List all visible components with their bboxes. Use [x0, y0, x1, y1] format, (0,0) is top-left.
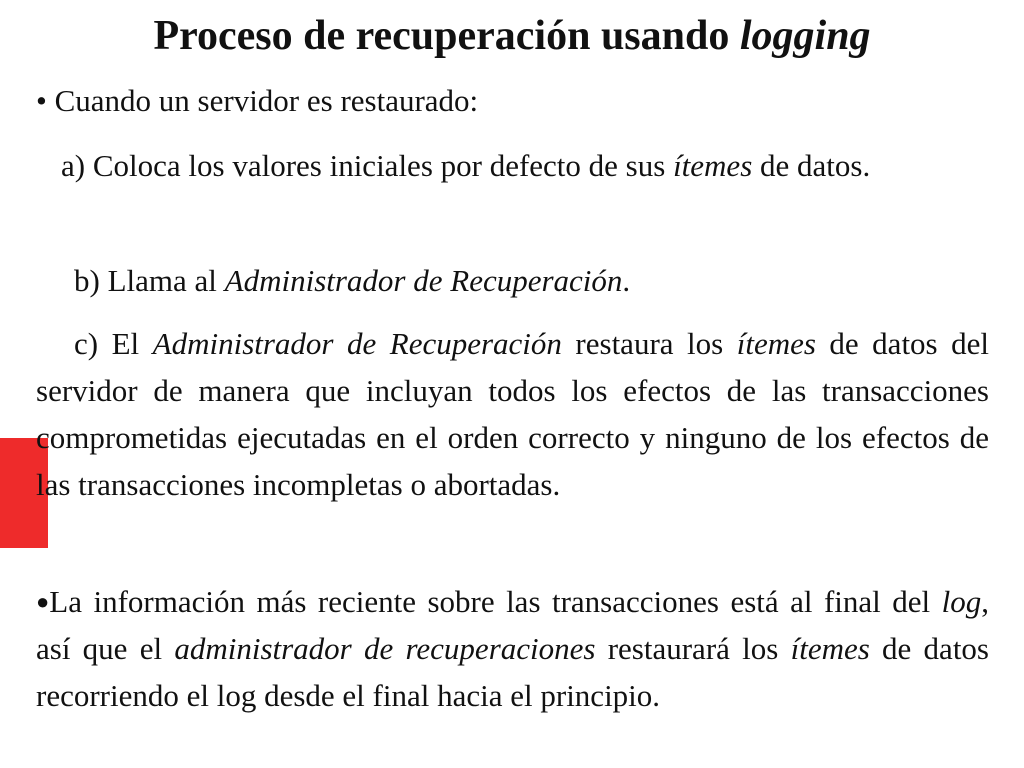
item-c-text-1: c) El [74, 326, 153, 361]
slide-title-italic: logging [739, 13, 871, 59]
item-b-italic-1: Administrador de Recuperación [224, 263, 623, 298]
item-b-text-1: b) Llama al [74, 263, 225, 298]
item-c-text-3: de datos del servidor de manera que incluyan todos los efectos de las transacciones comprometidas ejecutadas en el orden correcto y ninguno de los efectos de las transacciones incompletas o abortadas. [36, 326, 989, 502]
bullet-2-text-3: restaurará los [595, 631, 791, 666]
item-c-text-2: restaura los [561, 326, 737, 361]
slide-title [0, 6, 1024, 66]
bullet-item-1 [36, 77, 989, 124]
bullet-2-text-4: de datos recorriendo el log desde el final hacia el principio. [36, 631, 989, 713]
item-c-italic-2: ítemes [736, 326, 816, 361]
bullet-item-2 [36, 578, 989, 719]
bullet-2-text-2: , así que el [36, 584, 989, 666]
bullet-2-italic-3: ítemes [790, 631, 870, 666]
bullet-2-italic-2: administrador de recuperaciones [174, 631, 596, 666]
item-b-text-2: . [622, 263, 631, 298]
item-a-text-2: de datos. [752, 148, 871, 183]
slide-title-text: Proceso de recuperación usando [153, 13, 740, 59]
bullet-1-text: Cuando un servidor es restaurado: [54, 83, 479, 118]
bullet-2-text-1: La información más reciente sobre las transacciones está al final del [49, 584, 942, 619]
sub-item-c [36, 320, 989, 508]
bullet-2-italic-1: log [941, 584, 982, 619]
item-a-italic-1: ítemes [673, 148, 753, 183]
sub-item-a [36, 142, 989, 189]
bullet-marker: • [36, 83, 47, 118]
bullet-marker: ● [36, 589, 50, 614]
sub-item-b [36, 257, 989, 304]
item-c-italic-1: Administrador de Recuperación [152, 326, 562, 361]
item-a-text-1: a) Coloca los valores iniciales por defecto de sus [61, 148, 674, 183]
